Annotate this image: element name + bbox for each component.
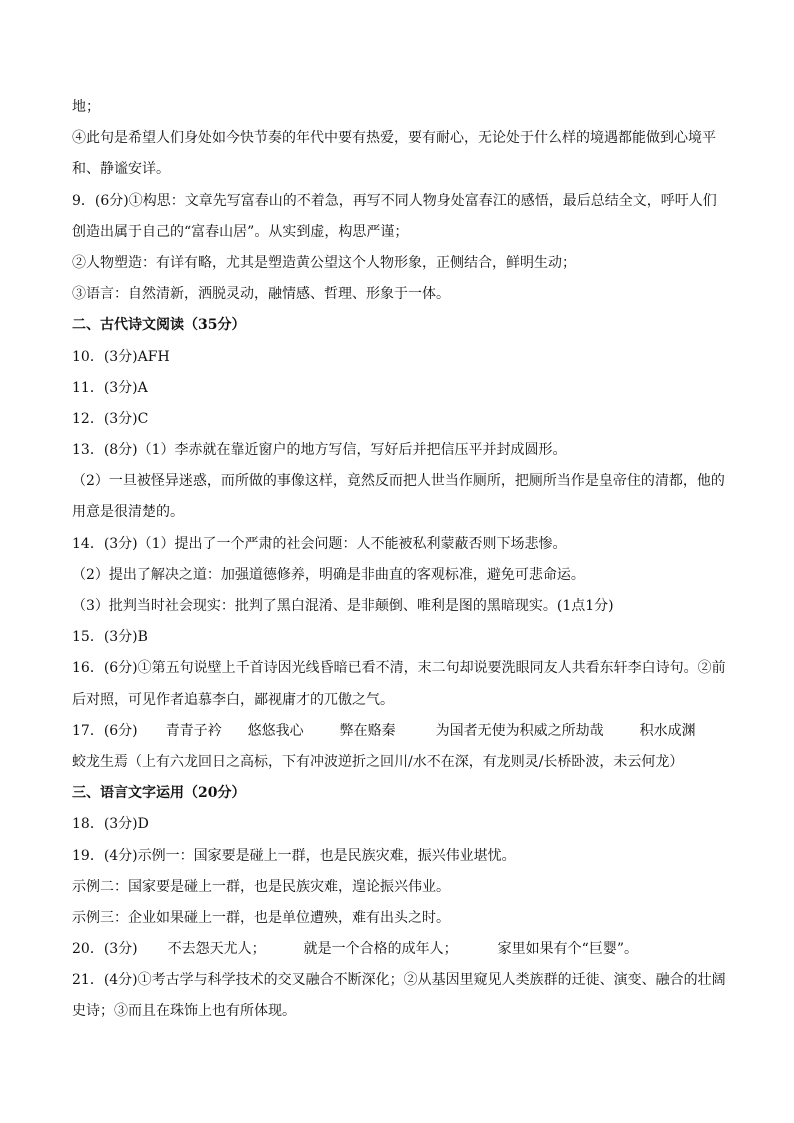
answer-14: 14．(3分)（1）提出了一个严肃的社会问题：人不能被私利蒙蔽否则下场悲惨。 <box>72 535 567 552</box>
fill-answer: 积水成渊 <box>639 722 696 739</box>
text-line: ③语言：自然清新，洒脱灵动，融情感、哲理、形象于一体。 <box>72 286 450 303</box>
answer-16: 16．(6分)①第五句说壁上千首诗因光线昏暗已看不清，末二句却说要洗眼同友人共看东轩李白诗句。②前 <box>72 660 726 677</box>
text-line: ④此句是希望人们身处如今快节奏的年代中要有热爱，要有耐心，无论处于什么样的境遇都能做到心境平 <box>72 130 716 147</box>
text-line: 后对照，可见作者追慕李白，鄙视庸才的兀傲之气。 <box>72 691 394 708</box>
fill-answer: 为国者无使为积威之所劫哉 <box>435 722 604 739</box>
text-line: 和、静谧安详。 <box>72 161 170 178</box>
text-line: （2）提出了解决之道：加强道德修养，明确是非曲直的客观标准，避免可悲命运。 <box>72 566 585 583</box>
fill-answer: 弊在赂秦 <box>339 722 396 739</box>
section-heading-language-use: 三、语言文字运用（20分） <box>72 785 246 802</box>
text-line: 蛟龙生焉（上有六龙回日之高标，下有冲波逆折之回川/水不在深，有龙则灵/长桥卧波，未云何龙） <box>72 753 684 770</box>
fill-answer: 不去怨天尤人； <box>167 941 266 958</box>
fill-answer: 家里如果有个“巨婴”。 <box>497 941 638 958</box>
answer-9: 9．(6分)①构思：文章先写富春山的不着急，再写不同人物身处富春江的感悟，最后总结全文，呼吁人们 <box>72 192 717 209</box>
answer-13: 13．(8分)（1）李赤就在靠近窗户的地方写信，写好后并把信压平并封成圆形。 <box>72 442 567 459</box>
answer-17 <box>72 716 732 747</box>
question-number: 20．(3分) <box>72 941 138 958</box>
text-line: （2）一旦被怪异迷惑，而所做的事像这样，竟然反而把人世当作厕所，把厕所当作是皇帝住的清都，他的 <box>72 473 725 490</box>
answer-15: 15．(3分)B <box>72 629 148 646</box>
text-line: （3）批判当时社会现实：批判了黑白混淆、是非颠倒、唯利是图的黑暗现实。(1点1分) <box>72 598 614 614</box>
section-heading-ancient-poetry: 二、古代诗文阅读（35分） <box>72 317 246 334</box>
text-line: 创造出属于自己的“富春山居”。从实到虚，构思严谨； <box>72 223 409 240</box>
text-line: 示例二：国家要是碰上一群，也是民族灾难，遑论振兴伟业。 <box>72 878 450 895</box>
answer-21: 21．(4分)①考古学与科学技术的交叉融合不断深化；②从基因里窥见人类族群的迁徙、演变、融合的壮阔 <box>72 972 726 989</box>
answer-page <box>72 92 732 1028</box>
question-number: 17．(6分) <box>72 722 138 739</box>
fill-answer: 青青子衿 <box>165 722 222 739</box>
fill-answer: 悠悠我心 <box>247 722 304 739</box>
text-line: 史诗；③而且在珠饰上也有所体现。 <box>72 1003 296 1020</box>
answer-11: 11．(3分)A <box>72 379 148 396</box>
answer-12: 12．(3分)C <box>72 410 149 427</box>
text-line: 示例三：企业如果碰上一群，也是单位遭殃，难有出头之时。 <box>72 909 450 926</box>
text-line: ②人物塑造：有详有略，尤其是塑造黄公望这个人物形象，正侧结合，鲜明生动； <box>72 254 576 271</box>
fill-answer: 就是一个合格的成年人； <box>303 941 458 958</box>
text-line: 用意是很清楚的。 <box>72 504 184 521</box>
answer-20 <box>72 934 732 965</box>
text-line: 地； <box>72 99 100 115</box>
answer-10: 10．(3分)AFH <box>72 348 170 365</box>
answer-19: 19．(4分)示例一：国家要是碰上一群，也是民族灾难，振兴伟业堪忧。 <box>72 847 516 864</box>
answer-18: 18．(3分)D <box>72 816 149 833</box>
